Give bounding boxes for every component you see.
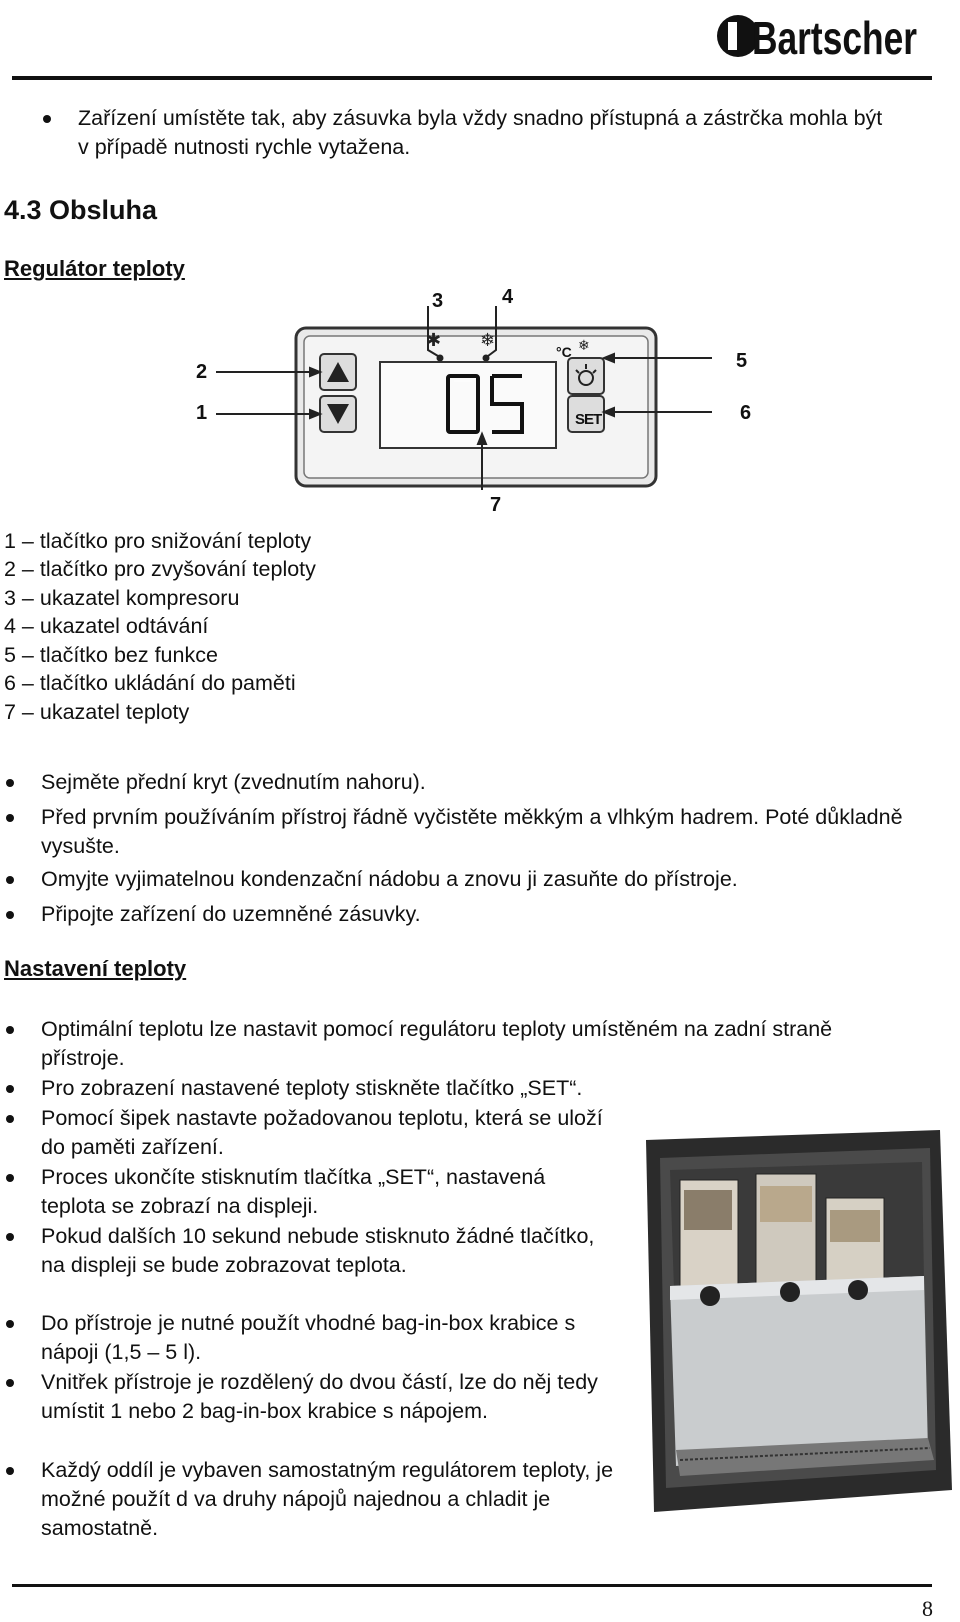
callout-2: 2 bbox=[196, 361, 208, 383]
legend-item: 7 – ukazatel teploty bbox=[4, 700, 190, 724]
regulator-heading: Regulátor teploty bbox=[4, 256, 185, 281]
prep-bullet: Sejměte přední kryt (zvednutím nahoru). bbox=[41, 768, 921, 797]
up-button bbox=[320, 354, 356, 390]
setting-bullet: Vnitřek přístroje je rozdělený do dvou částí, lze do něj tedy umístit 1 nebo 2 bag-in-box krabice s nápojem. bbox=[41, 1368, 601, 1426]
temperature-controller-diagram bbox=[186, 290, 766, 530]
snow-icon: ❄ bbox=[578, 337, 590, 353]
svg-text:Bartscher: Bartscher bbox=[752, 12, 918, 64]
prep-bullet: Před prvním používáním přístroj řádně vyčistěte měkkým a vlhkým hadrem. Poté důkladně vysušte. bbox=[41, 803, 921, 861]
section-title: 4.3 Obsluha bbox=[4, 195, 158, 225]
header-rule bbox=[12, 76, 932, 80]
legend-item: 5 – tlačítko bez funkce bbox=[4, 643, 218, 667]
callout-1: 1 bbox=[196, 402, 208, 424]
defrost-icon: ❄ bbox=[480, 330, 496, 350]
setting-bullet: Pokud dalších 10 sekund nebude stisknuto žádné tlačítko, na displeji se bude zobrazovat teplota. bbox=[41, 1222, 611, 1280]
callout-7: 7 bbox=[490, 494, 502, 516]
page-number: 8 bbox=[922, 1596, 933, 1621]
setting-bullet: Do přístroje je nutné použít vhodné bag-in-box krabice s nápoji (1,5 – 5 l). bbox=[41, 1309, 601, 1367]
setting-bullet: Každý oddíl je vybaven samostatným regulátorem teploty, je možné použít d va druhy nápojů najednou a chladit je samostatně. bbox=[41, 1456, 621, 1543]
legend-item: 3 – ukazatel kompresoru bbox=[4, 586, 240, 610]
legend-item: 2 – tlačítko pro zvyšování teploty bbox=[4, 557, 316, 581]
setting-heading: Nastavení teploty bbox=[4, 956, 187, 981]
set-button-label: SET bbox=[575, 411, 602, 428]
setting-bullet: Proces ukončíte stisknutím tlačítka „SET“, nastavená teplota se zobrazí na displeji. bbox=[41, 1163, 611, 1221]
legend-item: 1 – tlačítko pro snižování teploty bbox=[4, 529, 312, 553]
light-button bbox=[568, 358, 604, 394]
setting-bullet: Pro zobrazení nastavené teploty stiskněte tlačítko „SET“. bbox=[41, 1074, 921, 1103]
callout-4: 4 bbox=[502, 286, 514, 308]
footer-rule bbox=[12, 1584, 932, 1587]
callout-6: 6 bbox=[740, 402, 752, 424]
prep-bullet: Připojte zařízení do uzemněné zásuvky. bbox=[41, 900, 921, 929]
callout-5: 5 bbox=[736, 350, 748, 372]
prep-bullet: Omyjte vyjimatelnou kondenzační nádobu a znovu ji zasuňte do přístroje. bbox=[41, 865, 921, 894]
intro-bullet: Zařízení umístěte tak, aby zásuvka byla vždy snadno přístupná a zástrčka mohla být v případě nutnosti rychle vytažena. bbox=[78, 104, 898, 162]
legend-item: 4 – ukazatel odtávání bbox=[4, 614, 209, 638]
bartscher-logo bbox=[712, 6, 922, 68]
compressor-icon: ✱ bbox=[426, 330, 442, 350]
setting-bullet: Pomocí šipek nastavte požadovanou teplotu, která se uloží do paměti zařízení. bbox=[41, 1104, 611, 1162]
legend-item: 6 – tlačítko ukládání do paměti bbox=[4, 671, 296, 695]
setting-bullet: Optimální teplotu lze nastavit pomocí regulátoru teploty umístěném na zadní straně přístroje. bbox=[41, 1015, 921, 1073]
celsius-label: °C bbox=[556, 344, 572, 360]
callout-3: 3 bbox=[432, 290, 444, 312]
down-button bbox=[320, 396, 356, 432]
beverage-cooler-illustration bbox=[640, 1130, 952, 1512]
